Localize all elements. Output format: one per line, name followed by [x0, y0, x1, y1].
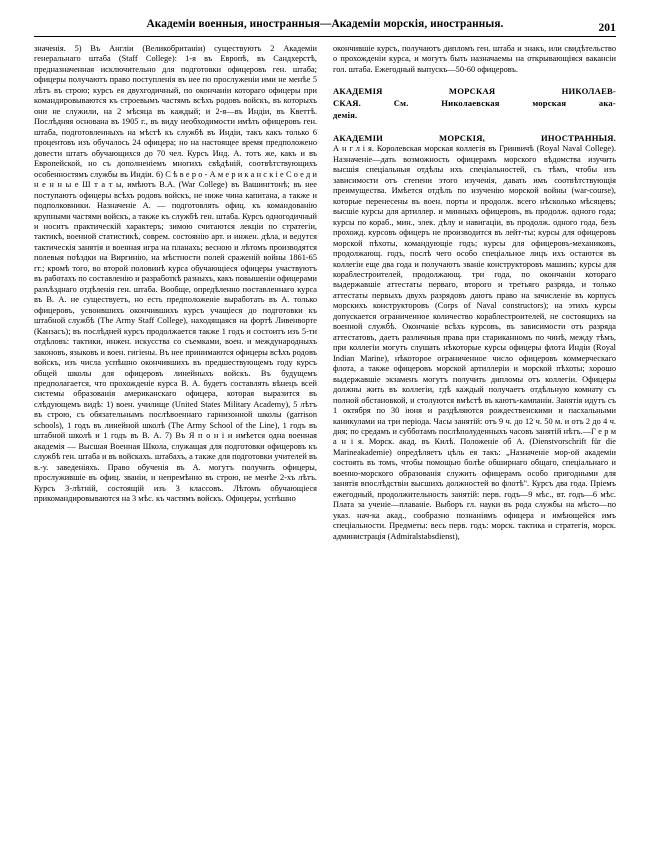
- running-head-right: Академіи морскія, иностранныя.: [331, 18, 504, 30]
- entry-title-line: СКАЯ. См. Николаевская морская ака-: [333, 98, 616, 109]
- entry-title-line: демія.: [333, 109, 358, 120]
- paragraph: значенія. 5) Въ Англіи (Великобританіи) существуютъ 2 Академіи генеральнаго штаба (Staff College): 1-я въ Европѣ, въ Сандхерстѣ, предназначенная исключительно для подготовки офицеровъ ген. штаба; офицеры получаютъ право поступленія въ нее по прослуженіи ими не менѣе 5 лѣтъ въ строю; курсъ ея двухгодичный, по окончаніи котораго офицеры при командировываются къ строевымъ частямъ всѣхъ родовъ войскъ, въ которыхъ они не служили, на 2 мѣсяца въ каждый; и 2-я—въ Индіи, въ Кветтѣ. Послѣдняя основана въ 1905 г., въ виду необходимости имѣть офицеровъ ген. штаба, подготовленныхъ на мѣстѣ къ службѣ въ Индіи, такъ какъ только 6 процентовъ изъ обучалось 24 офицера; но на настоящее время предположено довести штатъ обучающихся до 70 чел. Курсъ Инд. А. тотъ же, какъ и въ Европейской, но съ дополненіемъ многихъ свѣдѣній, соотвѣтствующихъ особенностямъ службы въ Индіи. 6) С ѣ в е р о - А м е р и к а н с к і е С о е д и н е н н ы е Ш т а т ы, имѣютъ В.А. (War College) въ Вашингтонѣ; въ нее поступаютъ офицеры всѣхъ родовъ войскъ, не ниже чина капитана, а также и подполковники. Назначеніе А. — подготовлять офиц. къ командованію крупными частями войскъ, а также къ службѣ ген. штаба. Курсъ одногодичный и носитъ практическій характеръ; зимою считаются лекціи по стратегіи, тактикѣ, военной статистикѣ, соврем. состоянію арт. и инжен. дѣла, и ведутся тактическія занятія и военная игра на планахъ; весною и лѣтомъ производятся полевыя поѣздки на Виргинію, на мѣстности полей сраженій войны 1861-65 гг.; кромѣ того, во второй половинѣ курса обучающіеся офицеры участвуютъ въ работахъ по составленію и разработкѣ разныхъ, какъ повышеніи офицерами разъѣзднаго отдѣленія ген. штаба. Вообще, опредѣленно поставленнаго курса въ В. А. не существуетъ, но есть предположеніе выработать въ А. только офицеровъ, усвоившихъ окончившихъ курсъ учащіеся до подготовки къ штабной службѣ (The Army Staff College), находящаяся на фортѣ Ливенворте (Канзасъ); въ послѣдней курсъ продолжается также 1 годъ и состоитъ изъ 5-ти отдѣловъ: тактики, инжен. искусства со съемками, воен. и международныхъ законовъ, языковъ и воен. гигіены. Въ нее принимаются офицеры всѣхъ родовъ войскъ, изъ числа успѣшно окончившихъ въ предшествующемъ году курсъ общей школы для офицеровъ линейныхъ войскъ. Въ будущемъ предполагается, что прохожденіе курса В. А. будетъ составлять вѣнецъ всей системы образованія американскаго офицера, которая выразится въ слѣдующемъ видѣ: 1) воен. училище (United States Military Academy), 5 лѣтъ въ строю, съ обязательнымъ послѣвоеннаго гарнизонной школы (garrison schools), 1 годъ въ линейной школѣ (The Army School of the Line), 1 годъ въ штабной школѣ и 1 годъ въ В. А. 7) Въ Я п о н і и имѣется одна военная академія — Высшая Военная Школа, служащая для подготовки офицеровъ къ службѣ ген. штаба и въ войскахъ. штабахъ, а также для подготовки учителей въ в.-у. заведеніяхъ. Право обученія въ А. могутъ получить офицеры, прослужившіе въ офиц. званіи, и непремѣнно въ строю, не менѣе 2-хъ лѣтъ. Курсъ 3-лѣтній, состоящій изъ 3 классовъ. Лѣтомъ обучающіеся прикомандировываются на 3 мѣс. къ частямъ войскъ. Офицеры, успѣшно: [34, 44, 317, 504]
- page-number: 201: [598, 22, 616, 34]
- entry-title-line: АКАДЕМІИ МОРСКІЯ, ИНОСТРАННЫЯ.: [333, 132, 616, 143]
- running-head: [34, 18, 616, 34]
- spacer: [333, 75, 616, 79]
- paragraph: окончившіе курсъ, получаютъ дипломъ ген. штаба и знакъ, или свидѣтельство о прохожденіи курса, и могутъ быть назначаемы на открывающіяся вакансіи гол. штаба. Ежегодный выпускъ—50-60 офицеровъ.: [333, 44, 616, 74]
- text-columns: [34, 44, 616, 834]
- column-right: [333, 44, 616, 834]
- spacer: [333, 122, 616, 126]
- entry-title-line: АКАДЕМІЯ МОРСКАЯ НИКОЛАЕВ-: [333, 86, 616, 97]
- running-head-separator: —: [320, 18, 332, 30]
- entry-akademiya-morskaya-nikolaevskaya: [333, 86, 616, 120]
- entry-akademii-morskiya-inostrannyya: [333, 133, 616, 543]
- entry-body: А н г л і я. Королевская морская коллегія въ Гринвичѣ (Royal Naval College). Назначеніе—дать возможность офицерамъ морского вѣдомства изучить высшія спеціальныя отдѣлы ихъ спеціальностей, съ тѣмъ, чтобы изъ зависимости отъ степени этого изученія, давать имъ соотвѣтствующія преимущества. Имѣется отдѣлъ по изученію морской войны (war-course), которые перенесены въ воен. порты и продолж. всего нѣсколько мѣсяцевъ; высшіе курсы для артиллер. и минныхъ офицеровъ, въ продолж. одного года; курсы по кораб., мин., элек. дѣлу и навигаціи, въ продолж. одного года, безъ прохожд. курсовъ офицеръ не производится въ лейт-ты; курсы для офицеровъ морской пѣхоты, командующіе годъ; курсы для офицеровъ-механиковъ, продолжающ. годъ, послѣ чего особо спеціальное лицъ ихъ остаются въ коллегіи еще два года и получаютъ званіе конструкторовъ машинъ; курсы для кораблестроителей, продолжающ. три года, по окончаніи котораго выдержавшіе аттестаты перваго, второго и третьяго разряда, и только аттестаты первыхъ двухъ разрядовъ даютъ право на зачисленіе въ корпусъ морскихъ конструкторовъ (Corps of Naval constructors); на этихъ курсы допускается ограниченное количество кораблестроителей, не состоящихъ на военной службѣ. Окончаніе всѣхъ курсовъ, въ зависимости отъ разряда аттестатовъ, даетъ различныя права при стариканномъ по чинѣ, между тѣмъ, при коллегіи могутъ слушать нѣкоторые курсы офицеры флота Индіи (Royal Indian Marine), нѣкоторое ограниченное число офицеровъ коммерческаго флота, а также офицеровъ морской артиллеріи и морской пѣхоты; хорошо выдержавшіе экзаменъ могутъ получить дипломы отъ коллегіи. Офицеры должны жить въ коллегіи, гдѣ каждый получаетъ отдѣльную комнату съ полной обстановкой, и столуются вмѣстѣ въ каютъ-кампаніи. Занятія идутъ съ 1 октября по 30 іюня и раздѣляются рождественскими и пасхальными каникулами на три періода. Часы занятій: отъ 9 ч. до 12 ч. 50 м. и отъ 2 до 4 ч. дня; по средамъ и субботамъ послѣполуденныхъ часовъ занятій нѣтъ.—Г е р м а н і я. Морск. акад. въ Килѣ. Положеніе об А. (Dienstvorschrift für die Marineakademie) опредѣляетъ цѣль ея такъ: „Назначеніе мор-ой академіи состоять въ томъ, чтобы помощью болѣе обширнаго общаго, спеціальнаго и военно-морского образованія служить офицерамъ особо пригодными для занятія впослѣдствіи высшихъ должностей во флотѣ". Курсъ два года. Пріемъ ежегодный, продолжительность занятій: перв. годъ—9 мѣс., вт. годъ—6 мѣс. Плата за ученіе—плаваніе. Выборъ гл. науки въ рода службы на мѣсто—по указ. нач-ка акад., сообразно познаніямъ офицера и имѣющейся имъ спеціальности. Предметы: весь перв. годъ: морск. тактика и стратегія, морск. администрація (Admiralstabsdienst),: [333, 144, 616, 541]
- running-head-left: Академіи военныя, иностранныя: [146, 18, 321, 30]
- column-left: [34, 44, 317, 834]
- header-divider: [34, 36, 616, 37]
